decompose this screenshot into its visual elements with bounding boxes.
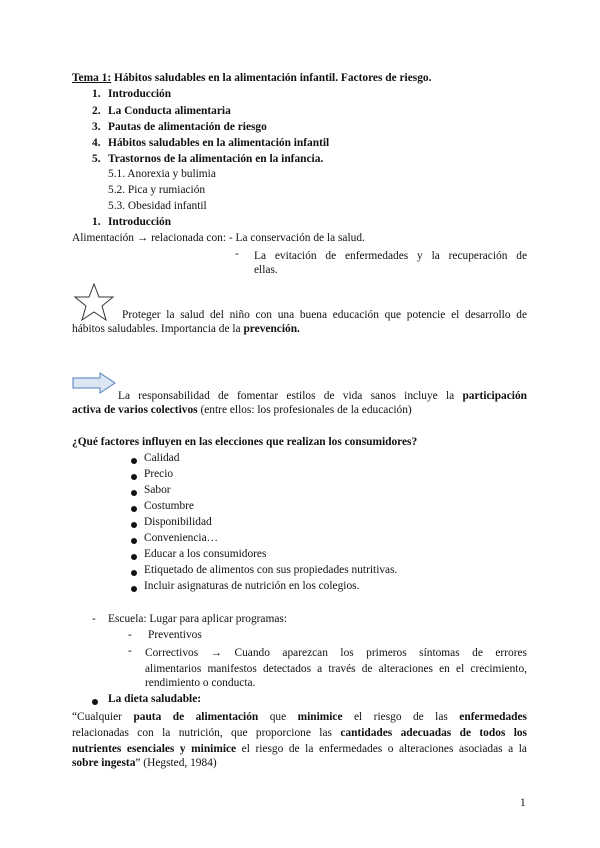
arrow-paragraph-text: (entre ellos: los profesionales de la educación) [197,404,412,416]
quote-emphasis: cantidades adecuadas de todos los [340,727,527,739]
alimentacion-line2: ellas. [254,264,278,276]
dieta-quote-line1 [72,709,527,725]
list-item: Sabor [144,484,171,496]
toc-subitem: 5.2. Pica y rumiación [108,184,206,196]
bullet-icon [131,570,137,576]
factors-question: ¿Qué factores influyen en las elecciones que realizan los consumidores? [72,436,418,448]
quote-emphasis: minimice [297,711,343,723]
alimentacion-second [254,248,527,264]
quote-text: “Cualquier [72,711,134,723]
bullet-icon [131,554,137,560]
correctivos-line1 [145,645,527,661]
dieta-heading: La dieta saludable: [108,693,202,705]
participacion-emphasis: participación [462,390,527,402]
quote-emphasis: sobre ingesta [72,757,136,769]
dieta-quote-line2 [72,725,527,741]
toc-item: Introducción [108,88,172,100]
star-icon [72,282,116,324]
toc-num: 5. [92,153,101,165]
prevencion-emphasis: prevención. [243,323,300,335]
section-num: 1. [92,216,101,228]
list-item: Calidad [144,452,180,464]
toc-item: La Conducta alimentaria [108,105,231,117]
toc-item: Pautas de alimentación de riesgo [108,121,267,133]
list-item: Educar a los consumidores [144,548,267,560]
bullet-icon [131,490,137,496]
quote-citation: ” (Hegsted, 1984) [135,757,217,769]
quote-text: que [258,711,298,723]
title-text: Hábitos saludables en la alimentación infantil. Factores de riesgo. [111,72,432,84]
correctivos-text: alimentarios manifestos detectados a través de alteraciones en el crecimiento, [145,663,527,675]
toc-num: 4. [92,137,101,149]
star-paragraph-line2 [72,323,300,335]
correctivos-line2 [145,661,527,677]
toc-item: Hábitos saludables en la alimentación infantil [108,137,330,149]
correctivos-text: Correctivos → Cuando aparezcan los primeros síntomas de errores [145,647,527,659]
list-item: Disponibilidad [144,516,212,528]
list-item: Costumbre [144,500,194,512]
toc-item: Trastornos de la alimentación en la infancia. [108,153,324,165]
toc-subitem: 5.1. Anorexia y bulimia [108,168,216,180]
list-item: Conveniencia… [144,532,219,544]
page-number: 1 [520,797,526,809]
arrow-paragraph-text: La responsabilidad de fomentar estilos de vida sanos incluye la [118,390,463,402]
quote-emphasis: pauta de alimentación [133,711,259,723]
quote-text: el riesgo de las [342,711,460,723]
bullet-icon [131,538,137,544]
bullet-icon [131,458,137,464]
title-label: Tema 1: [72,72,112,84]
toc-num: 1. [92,88,101,100]
escuela-dash: - [92,613,96,625]
star-paragraph-line1 [122,307,527,323]
bullet-icon [131,586,137,592]
toc-num: 3. [92,121,101,133]
list-item: Precio [144,468,174,480]
list-item: Etiquetado de alimentos con sus propiedades nutritivas. [144,564,398,576]
bullet-icon [131,474,137,480]
arrow-right-icon [72,372,116,394]
toc-num: 2. [92,105,101,117]
quote-emphasis: nutrientes esenciales y minimice [72,743,237,755]
toc-subitem: 5.3. Obesidad infantil [108,200,207,212]
arrow-paragraph-line1 [118,388,527,404]
star-paragraph-text: hábitos saludables. Importancia de la [72,323,244,335]
preventivos-dash: - [128,629,132,641]
preventivos-text: Preventivos [148,629,202,641]
bullet-icon [131,522,137,528]
bullet-icon [92,699,98,705]
arrow-paragraph-line2 [72,404,412,416]
alimentacion-dash: - [235,248,239,260]
correctivos-line3: rendimiento o conducta. [145,677,256,689]
quote-text: relacionadas con la nutrición, que proporcione las [72,727,341,739]
dieta-quote-line3 [72,741,527,757]
bullet-icon [131,506,137,512]
alimentacion-line1: La evitación de enfermedades y la recuperación de [254,250,527,262]
star-paragraph-text: Proteger la salud del niño con una buena educación que potencie el desarrollo de [122,309,527,321]
document-title [72,72,431,84]
list-item: Incluir asignaturas de nutrición en los colegios. [144,580,360,592]
dieta-quote-line4 [72,757,217,769]
colectivos-emphasis: activa de varios colectivos [72,404,198,416]
alimentacion-lead: Alimentación → relacionada con: - La conservación de la salud. [72,232,365,244]
section-heading: Introducción [108,216,172,228]
escuela-text: Escuela: Lugar para aplicar programas: [108,613,287,625]
quote-text: el riesgo de la enfermedades o alteraciones asociadas a la [236,743,527,755]
quote-emphasis: enfermedades [459,711,527,723]
correctivos-dash: - [128,645,132,657]
